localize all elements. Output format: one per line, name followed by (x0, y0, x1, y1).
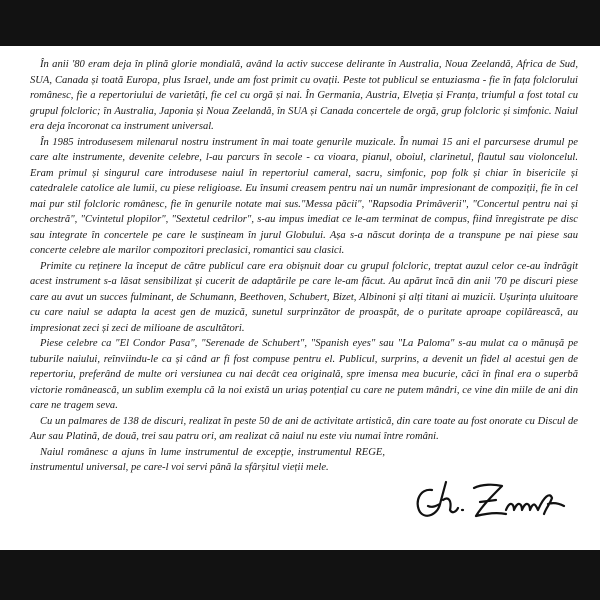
paragraph-5: Cu un palmares de 138 de discuri, realizat în peste 50 de ani de activitate artistică, din care toate au fost onorate cu Discul de Aur sau Platină, de două, trei sau patru ori, am realizat că naiul nu este viu numai între români. (30, 415, 578, 442)
paragraph-1: În anii '80 eram deja în plină glorie mondială, având la activ succese delirante în Australia, Noua Zeelandă, Africa de Sud, SUA, Canada și toată Europa, plus Israel, unde am fost primit cu ovații. Peste tot publicul se entuziasma - fie în fața folclorului românesc, fie a repertoriului de varietăți, fie cel cu orgă și nai. În Germania, Austria, Elveția și Franța, triumful a fost total cu grupul folcloric; în Australia, Japonia și Noua Zeelandă, în SUA și Canada concertele de orgă, grup folcloric și simfonic. Naiul era deja încoronat ca instrument universal. (30, 59, 578, 132)
document-page (0, 46, 600, 550)
bottom-dark-border (0, 550, 600, 600)
paragraph-6: Naiul românesc a ajuns în lume instrumentul de excepție, instrumentul REGE, instrumentul universal, pe care-l voi servi până la sfârșitul vieții mele. (30, 446, 385, 473)
paragraph-2: În 1985 introdusesem milenarul nostru instrument în mai toate genurile muzicale. În numai 15 ani el parcursese drumul pe care alte instrumente, devenite celebre, l-au parcurs în secole - ca vioara, pianul, oboiul, clarinetul, flautul sau violoncelul. Eram primul și singurul care introdusese naiul în repertoriul cameral, sacru, simfonic, pop folk și chiar în bisericile și catedralele catolice ale lumii, cu piese religioase. Eu însumi creasem pentru nai un număr impresionant de compoziții, fie în cel mai pur stil folcloric românesc, fie în genurile notate mai sus."Messa păcii", "Rapsodia Primăverii", "Concertul pentru nai și orchestră", "Cvintetul plopilor", "Sextetul cedrilor", s-au impus imediat ce le-am terminat de compus, fiind înregistrate pe disc sau integrate în concertele pe care le susțineam în jurul Globului. Așa s-a născut dorința de a transpune pe nai piese sau concerte celebre ale marilor compozitori preclasici, romantici sau clasici. (30, 136, 578, 256)
paragraph-3: Primite cu reținere la început de către publicul care era obișnuit doar cu grupul folcloric, treptat auzul celor ce-au îndrăgit acest instrument s-a lăsat sensibilizat și cucerit de adaptările pe care le-am făcut. Au apărut încă din anii '70 pe discuri piese care au avut un succes fulminant, de Schumann, Beethoven, Schubert, Bizet, Albinoni și alți titani ai muzicii. Ușurința uluitoare cu care naiul se adapta la acest gen de muzică, sunetul surprinzător de proaspăt, de o puritate aproape copilărească, au impresionat zeci și zeci de milioane de ascultători. (30, 260, 578, 334)
paragraph-4: Piese celebre ca "El Condor Pasa", "Serenade de Schubert", "Spanish eyes" sau "La Paloma" s-au mulat ca o mănușă pe tuburile naiului, reînviindu-le ca și când ar fi fost compuse pentru el. Publicul, surprins, a devenit un fidel al acestui gen de repertoriu, preferând de multe ori versiunea cu nai decât cea originală, spre imensa mea bucurie, căci în final era o superbă victorie românească, un sublim exemplu că la noi există un uriaș potențial cu care ne putem mândri, ce vine din miile de ani din care ne tragem seva. (30, 338, 578, 411)
top-dark-border (0, 0, 600, 46)
handwritten-signature (410, 470, 580, 530)
